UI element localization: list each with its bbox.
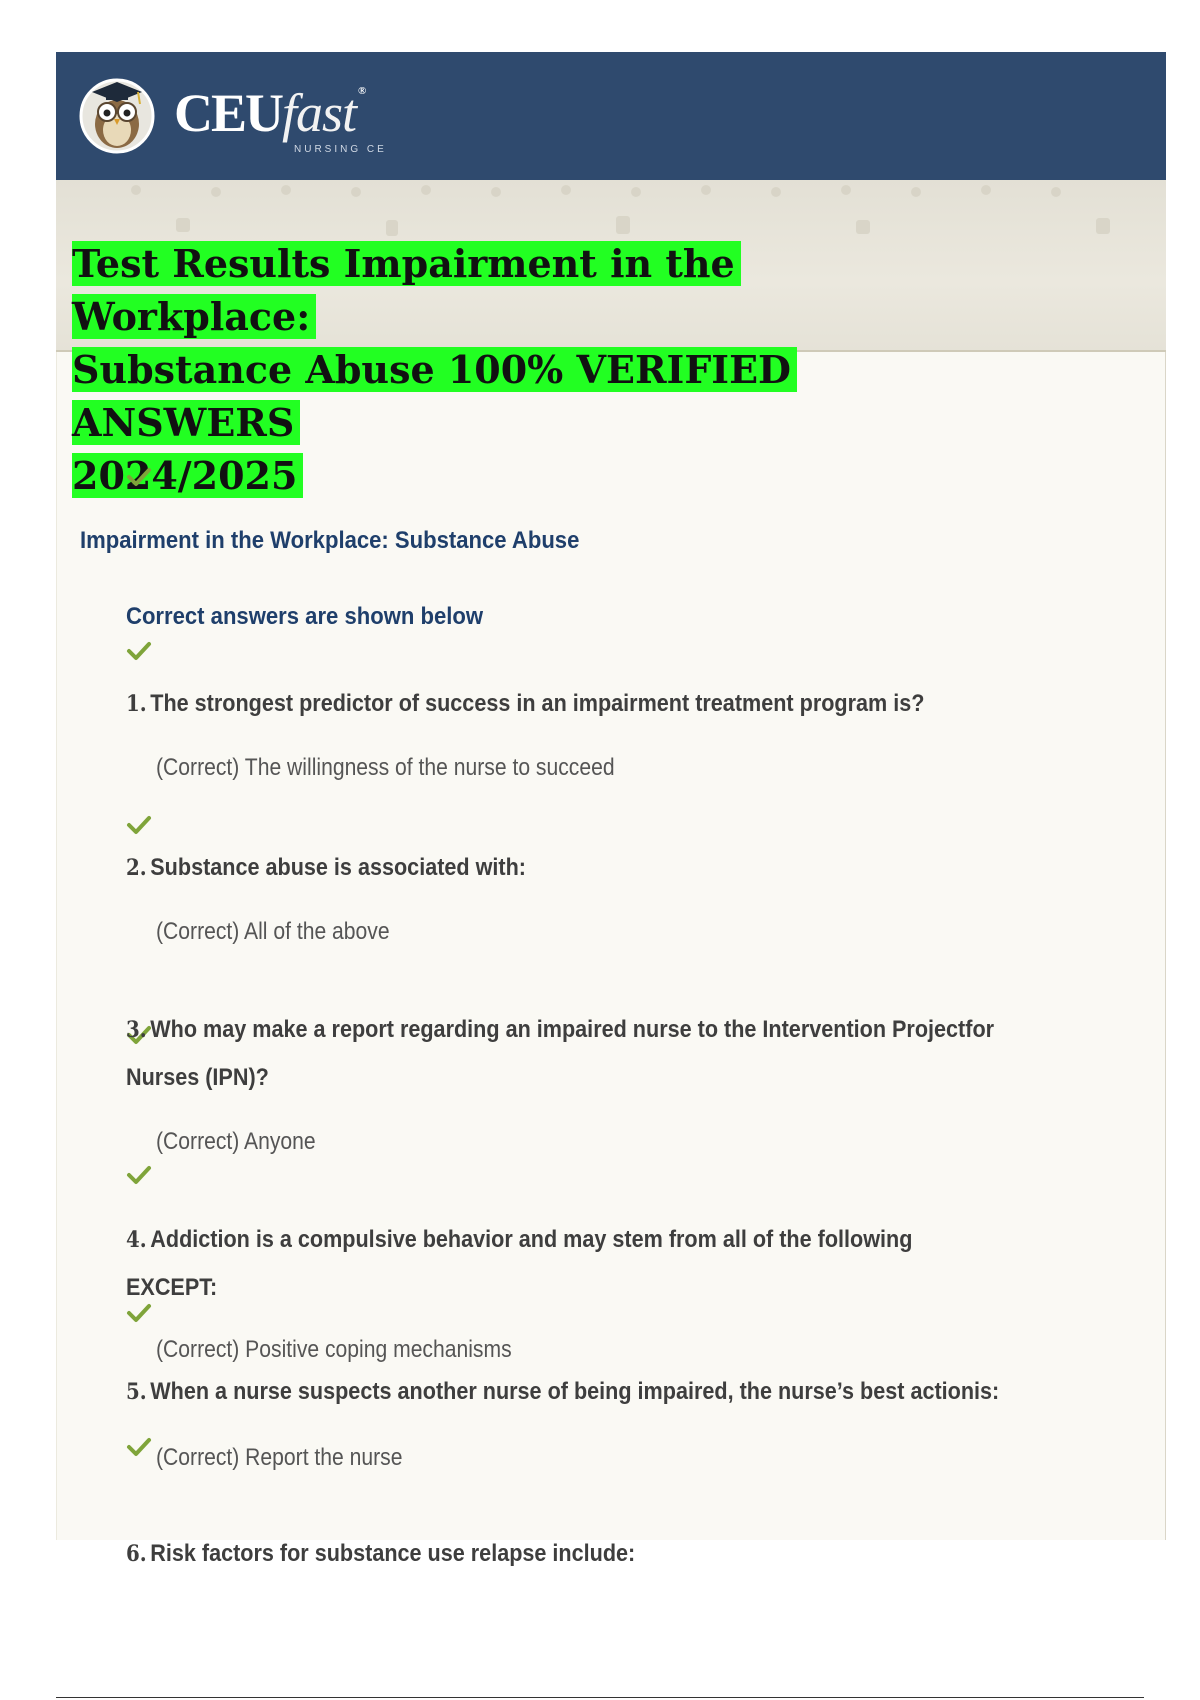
question-number: 1. xyxy=(126,691,147,717)
check-icon xyxy=(126,640,152,662)
question-text: Risk factors for substance use relapse include: xyxy=(150,1540,636,1567)
question-4 xyxy=(126,1216,918,1312)
check-icon xyxy=(126,1436,152,1458)
answer-3: (Correct) Anyone xyxy=(156,1128,316,1155)
ceufast-logo xyxy=(174,83,365,143)
title-line-2: Substance Abuse 100% VERIFIED ANSWERS xyxy=(72,347,797,445)
logo-tagline: NURSING CE xyxy=(294,144,387,155)
question-1 xyxy=(126,680,1026,728)
answer-5: (Correct) Report the nurse xyxy=(156,1444,403,1471)
logo-italic: fast xyxy=(282,83,357,143)
question-text: When a nurse suspects another nurse of being impaired, the nurse’s best actionis: xyxy=(150,1378,1000,1405)
check-icon xyxy=(126,466,152,488)
answer-2: (Correct) All of the above xyxy=(156,918,390,945)
question-6 xyxy=(126,1530,1026,1578)
question-2 xyxy=(126,844,1026,892)
page-footer-rule xyxy=(56,1697,1144,1698)
question-number: 4. xyxy=(126,1227,147,1253)
check-icon xyxy=(126,1164,152,1186)
title-line-1: Test Results Impairment in the Workplace: xyxy=(72,241,741,339)
question-number: 6. xyxy=(126,1541,147,1567)
check-icon xyxy=(126,1302,152,1324)
question-text: The strongest predictor of success in an impairment treatment program is? xyxy=(150,690,925,717)
owl-graduate-icon xyxy=(78,74,156,154)
logo-main: CEU xyxy=(174,83,283,143)
site-header xyxy=(56,52,1166,180)
logo-registered-mark: ® xyxy=(358,85,365,97)
question-number: 5. xyxy=(126,1379,147,1405)
answer-1: (Correct) The willingness of the nurse to succeed xyxy=(156,754,615,781)
answers-subtitle: Correct answers are shown below xyxy=(126,603,484,630)
document-title xyxy=(72,237,972,502)
question-5 xyxy=(126,1368,1044,1416)
question-number: 2. xyxy=(126,855,147,881)
section-title: Impairment in the Workplace: Substance Abuse xyxy=(80,527,580,554)
question-3 xyxy=(126,1006,1035,1102)
question-text: Addiction is a compulsive behavior and may stem from all of the following EXCEPT: xyxy=(126,1226,913,1301)
question-text: Substance abuse is associated with: xyxy=(150,854,526,881)
question-number: 3. xyxy=(126,1017,147,1043)
question-text: Who may make a report regarding an impaired nurse to the Intervention Projectfor Nurses (IPN)? xyxy=(126,1016,995,1091)
check-icon xyxy=(126,814,152,836)
answer-4: (Correct) Positive coping mechanisms xyxy=(156,1336,512,1363)
title-line-3: 2024/2025 xyxy=(72,453,303,498)
